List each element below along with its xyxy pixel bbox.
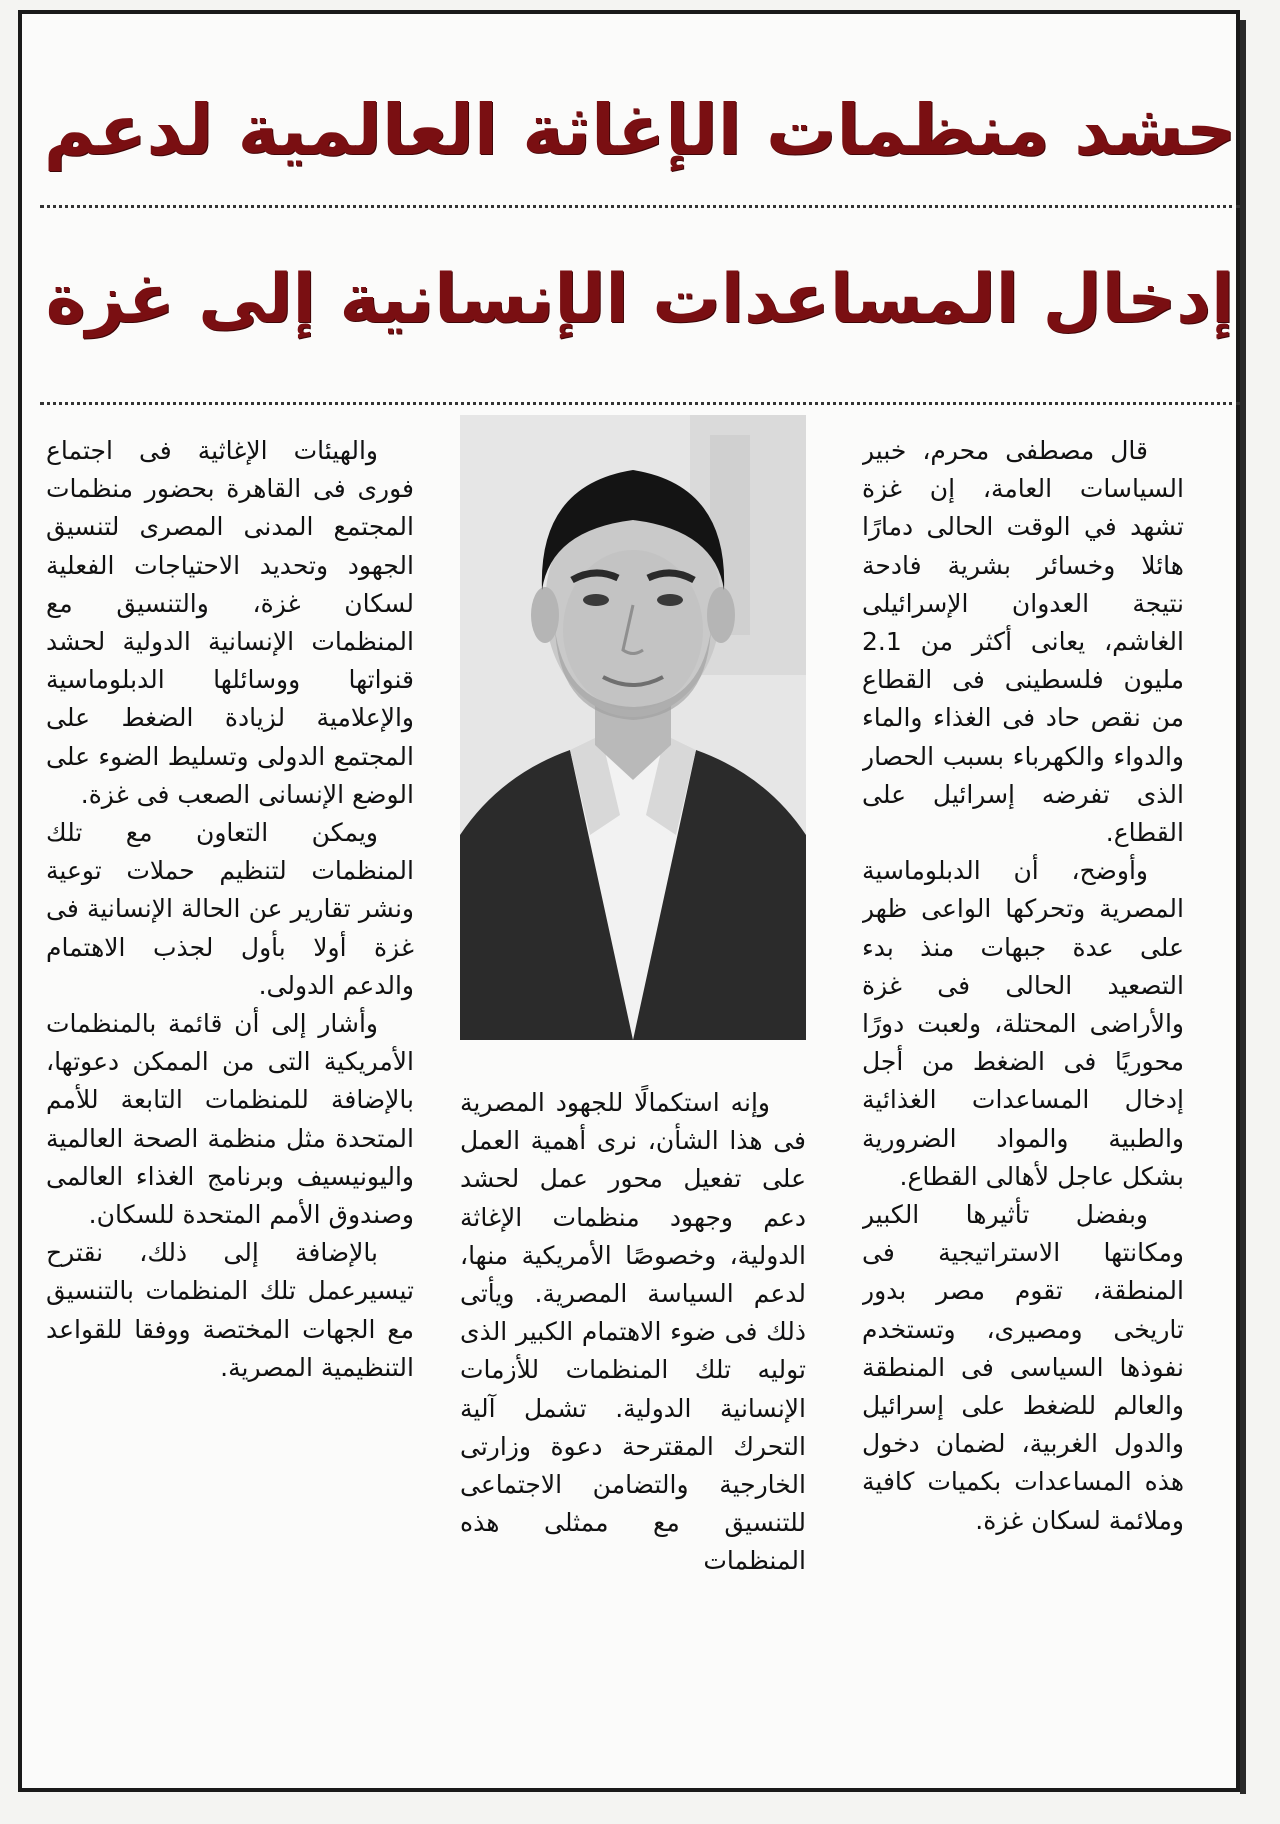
paragraph: وبفضل تأثيرها الكبير ومكانتها الاستراتيجية فى المنطقة، تقوم مصر بدور تاريخى ومصيرى، وتستخدم نفوذها السياسى فى المنطقة والعالم للضغط على إسرائيل والدول الغربية، لضمان دخول هذه المساعدات بكميات كافية وملائمة لسكان غزة. [862,1200,1184,1535]
paragraph: بالإضافة إلى ذلك، نقترح تيسيرعمل تلك المنظمات بالتنسيق مع الجهات المختصة ووفقا للقواعد التنظيمية المصرية. [46,1238,414,1382]
paragraph: قال مصطفى محرم، خبير السياسات العامة، إن غزة تشهد في الوقت الحالى دمارًا هائلا وخسائر بشرية فادحة نتيجة العدوان الإسرائيلى الغاشم، يعانى أكثر من 2.1 مليون فلسطينى فى القطاع من نقص حاد فى الغذاء والماء والدواء والكهرباء بسبب الحصار الذى تفرضه إسرائيل على القطاع. [862,436,1184,848]
paragraph: والهيئات الإغاثية فى اجتماع فورى فى القاهرة بحضور منظمات المجتمع المدنى المصرى لتنسيق الجهود وتحديد الاحتياجات الفعلية لسكان غزة، والتنسيق مع المنظمات الإنسانية الدولية لحشد قنواتها ووسائلها الدبلوماسية والإعلامية لزيادة الضغط على المجتمع الدولى وتسليط الضوء على الوضع الإنسانى الصعب فى غزة. [46,436,414,809]
headline-line-1: حشد منظمات الإغاثة العالمية لدعم [43,89,1237,171]
article-column-right [862,432,1184,1752]
headline-line-2: إدخال المساعدات الإنسانية إلى غزة [45,260,1235,339]
paragraph: وإنه استكمالًا للجهود المصرية فى هذا الشأن، نرى أهمية العمل على تفعيل محور عمل لحشد دعم وجهود منظمات الإغاثة الدولية، وخصوصًا الأمريكية منها، لدعم السياسة المصرية. ويأتى ذلك فى ضوء الاهتمام الكبير الذى توليه تلك المنظمات للأزمات الإنسانية الدولية. تشمل آلية التحرك المقترحة دعوة وزارتى الخارجية والتضامن الاجتماعى للتنسيق مع ممثلى هذه المنظمات [460,1088,806,1576]
article-column-middle [460,1084,806,1752]
paragraph: وأوضح، أن الدبلوماسية المصرية وتحركها الواعى ظهر على عدة جبهات منذ بدء التصعيد الحالى فى غزة والأراضى المحتلة، ولعبت دورًا محوريًا فى الضغط من أجل إدخال المساعدات الغذائية والطبية والمواد الضرورية بشكل عاجل لأهالى القطاع. [862,856,1184,1191]
paragraph: وأشار إلى أن قائمة بالمنظمات الأمريكية التى من الممكن دعوتها، بالإضافة للمنظمات التابعة للأمم المتحدة مثل منظمة الصحة العالمية واليونيسيف وبرنامج الغذاء العالمى وصندوق الأمم المتحدة للسكان. [46,1009,414,1230]
article-column-left [46,432,414,1752]
portrait-photo [460,415,806,1040]
portrait-illustration [460,415,806,1040]
paragraph: ويمكن التعاون مع تلك المنظمات لتنظيم حملات توعية ونشر تقارير عن الحالة الإنسانية فى غزة أولا بأول لجذب الاهتمام والدعم الدولى. [46,818,414,1000]
dotted-divider-top [40,205,1240,208]
dotted-divider-bottom [40,402,1240,405]
